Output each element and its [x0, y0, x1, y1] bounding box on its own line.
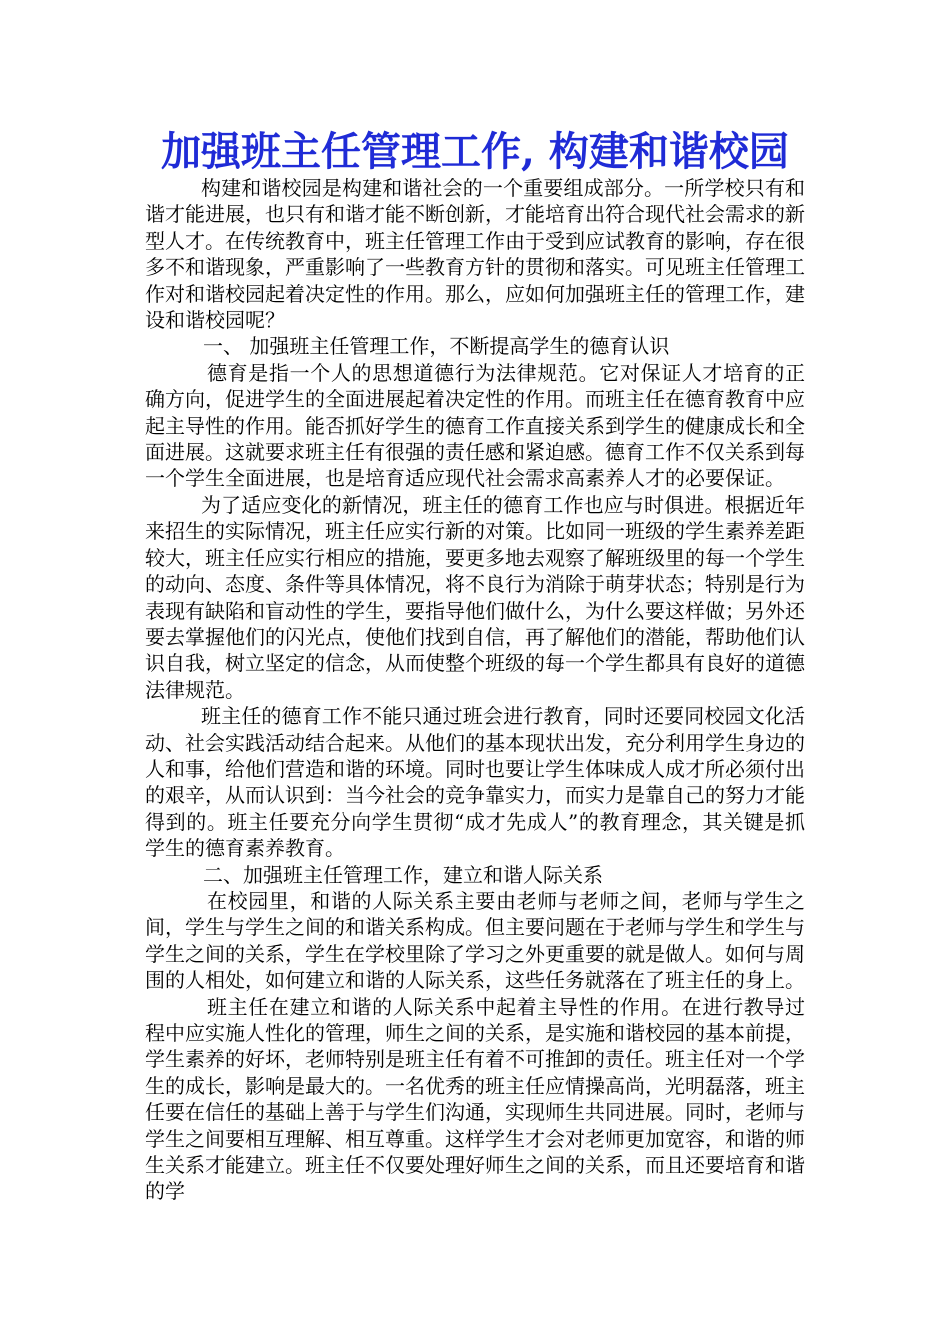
section-heading-2: 二、加强班主任管理工作，建立和谐人际关系 — [203, 862, 603, 887]
paragraph-intro: 构建和谐校园是构建和谐社会的一个重要组成部分。一所学校只有和谐才能进展，也只有和谐才能不断创新，才能培育出符合现代社会需求的新型人才。在传统教育中，班主任管理工作由于受到应试教育的影响，存在很多不和谐现象，严重影响了一些教育方针的贯彻和落实。可见班主任管理工作对和谐校园起着决定性的作用。那么，应如何加强班主任的管理工作，建设和谐校园呢？ — [145, 176, 805, 333]
paragraph-moral-definition: 德育是指一个人的思想道德行为法律规范。它对保证人才培育的正确方向，促进学生的全面进展起着决定性的作用。而班主任在德育教育中应起主导性的作用。能否抓好学生的德育工作直接关系到学生的健康成长和全面进展。这就要求班主任有很强的责任感和紧迫感。德育工作不仅关系到每一个学生全面进展，也是培育适应现代社会需求高素养人才的必要保证。 — [145, 360, 805, 491]
paragraph-campus-activities: 班主任的德育工作不能只通过班会进行教育，同时还要同校园文化活动、社会实践活动结合起来。从他们的基本现状出发，充分利用学生身边的人和事，给他们营造和谐的环境。同时也要让学生体味成人成才所必须付出的艰辛，从而认识到：当今社会的竞争靠实力，而实力是靠自己的努力才能得到的。班主任要充分向学生贯彻“成才先成人”的教育理念，其关键是抓学生的德育素养教育。 — [145, 704, 805, 861]
document-body — [145, 175, 805, 1205]
section-heading-1: 一、 加强班主任管理工作，不断提高学生的德育认识 — [203, 334, 670, 359]
page-title: 加强班主任管理工作, 构建和谐校园 — [161, 128, 789, 175]
paragraph-new-situation: 为了适应变化的新情况，班主任的德育工作也应与时俱进。根据近年来招生的实际情况，班主任应实行新的对策。比如同一班级的学生素养差距较大，班主任应实行相应的措施，要更多地去观察了解班级里的每一个学生的动向、态度、条件等具体情况，将不良行为消除于萌芽状态；特别是行为表现有缺陷和盲动性的学生，要指导他们做什么，为什么要这样做；另外还要去掌握他们的闪光点，使他们找到自信，再了解他们的潜能，帮助他们认识自我，树立坚定的信念，从而使整个班级的每一个学生都具有良好的道德法律规范。 — [145, 492, 805, 702]
paragraph-teacher-role: 班主任在建立和谐的人际关系中起着主导性的作用。在进行教导过程中应实施人性化的管理，师生之间的关系，是实施和谐校园的基本前提，学生素养的好坏，老师特别是班主任有着不可推卸的责任。班主任对一个学生的成长，影响是最大的。一名优秀的班主任应情操高尚，光明磊落，班主任要在信任的基础上善于与学生们沟通，实现师生共同进展。同时，老师与学生之间要相互理解、相互尊重。这样学生才会对老师更加宽容，和谐的师生关系才能建立。班主任不仅要处理好师生之间的关系，而且还要培育和谐的学 — [145, 994, 805, 1204]
paragraph-relationships: 在校园里，和谐的人际关系主要由老师与老师之间，老师与学生之间，学生与学生之间的和谐关系构成。但主要问题在于老师与学生和学生与学生之间的关系，学生在学校里除了学习之外更重要的就是做人。如何与周围的人相处，如何建立和谐的人际关系，这些任务就落在了班主任的身上。 — [145, 888, 805, 993]
